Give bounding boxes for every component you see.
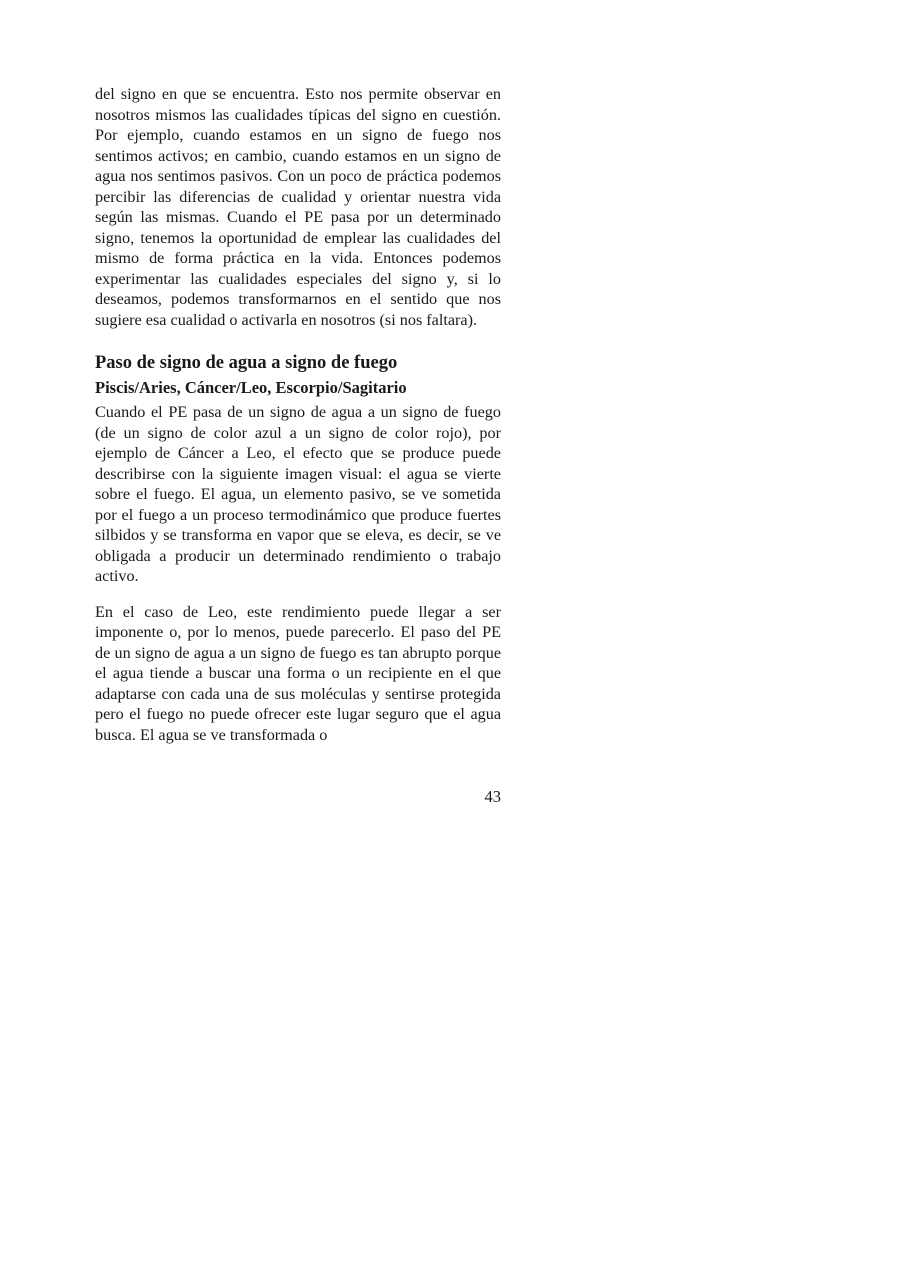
section-subheading: Piscis/Aries, Cáncer/Leo, Escorpio/Sagitario <box>95 378 407 397</box>
section-paragraph-2: En el caso de Leo, este rendimiento puede llegar a ser imponente o, por lo menos, puede parecerlo. El paso del PE de un signo de agua a un signo de fuego es tan abrupto porque el agua tiende a buscar una forma o un recipiente en el que adaptarse con cada una de sus moléculas y sentirse protegida pero el fuego no puede ofrecer este lugar seguro que el agua busca. El agua se ve transformada o <box>95 602 501 744</box>
section-heading: Paso de signo de agua a signo de fuego <box>95 353 398 373</box>
section-paragraph-1: Cuando el PE pasa de un signo de agua a un signo de fuego (de un signo de color azul a un signo de color rojo), por ejemplo de Cáncer a Leo, el efecto que se produce puede describirse con la siguiente imagen visual: el agua se vierte sobre el fuego. El agua, un elemento pasivo, se ve sometida por el fuego a un proceso termodinámico que produce fuertes silbidos y se transforma en vapor que se eleva, es decir, se ve obligada a producir un determinado rendimiento o trabajo activo. <box>95 403 501 585</box>
intro-paragraph: del signo en que se encuentra. Esto nos permite observar en nosotros mismos las cualidades típicas del signo en cuestión. Por ejemplo, cuando estamos en un signo de fuego nos sentimos activos; en cambio, cuando estamos en un signo de agua nos sentimos pasivos. Con un poco de práctica podemos percibir las diferencias de cualidad y orientar nuestra vida según las mismas. Cuando el PE pasa por un determinado signo, tenemos la oportunidad de emplear las cualidades del mismo de forma práctica en la vida. Entonces podemos experimentar las cualidades especiales del signo y, si lo deseamos, podemos transformarnos en el sentido que nos sugiere esa cualidad o activarla en nosotros (si nos faltara). <box>95 85 501 329</box>
page-content <box>95 84 501 745</box>
page-number: 43 <box>484 787 501 806</box>
